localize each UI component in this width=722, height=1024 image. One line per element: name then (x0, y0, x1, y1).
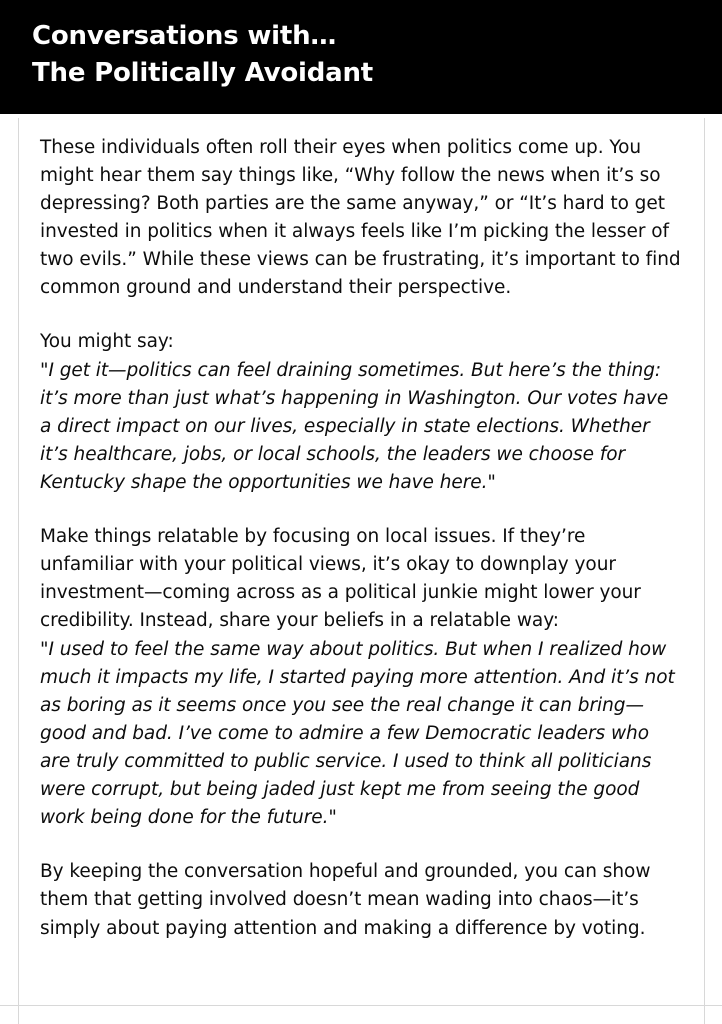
quote-two: "I used to feel the same way about politics. But when I realized how much it impacts my life, I started paying more attention. And it’s not as boring as it seems once you see the real change it can bring—good and bad. I’ve come to admire a few Democratic leaders who are truly committed to public service. I used to think all politicians were corrupt, but being jaded just kept me from seeing the good work being done for the future." (40, 638, 675, 829)
document-header (0, 0, 722, 114)
bottom-margin-rule (0, 1005, 722, 1006)
header-title-line-1: Conversations with… (32, 21, 337, 51)
advice-paragraph: Make things relatable by focusing on local issues. If they’re unfamiliar with your political views, it’s okay to downplay your investment—coming across as a political junkie might lower your credibility. Instead, share your beliefs in a relatable way: (40, 526, 641, 632)
paragraph-spacer (40, 302, 682, 328)
paragraph-spacer (40, 832, 682, 858)
intro-paragraph: These individuals often roll their eyes when politics come up. You might hear them say things like, “Why follow the news when it’s so depressing? Both parties are the same anyway,” or “It’s hard to get invested in politics when it always feels like I’m picking the lesser of two evils.” While these views can be frustrating, it’s important to find common ground and understand their perspective. (40, 136, 681, 299)
document-body (0, 114, 722, 943)
quote-one: "I get it—politics can feel draining sometimes. But here’s the thing: it’s more than just what’s happening in Washington. Our votes have a direct impact on our lives, especially in state elections. Whether it’s healthcare, jobs, or local schools, the leaders we choose for Kentucky shape the opportunities we have here." (40, 359, 669, 494)
right-margin-rule (704, 118, 705, 1024)
left-margin-rule (18, 118, 19, 1024)
closing-paragraph: By keeping the conversation hopeful and grounded, you can show them that getting involved doesn’t mean wading into chaos—it’s simply about paying attention and making a difference by voting. (40, 861, 651, 939)
prompt-label: You might say: (40, 331, 174, 353)
paragraph-spacer (40, 497, 682, 523)
header-title-line-2: The Politically Avoidant (32, 57, 374, 88)
